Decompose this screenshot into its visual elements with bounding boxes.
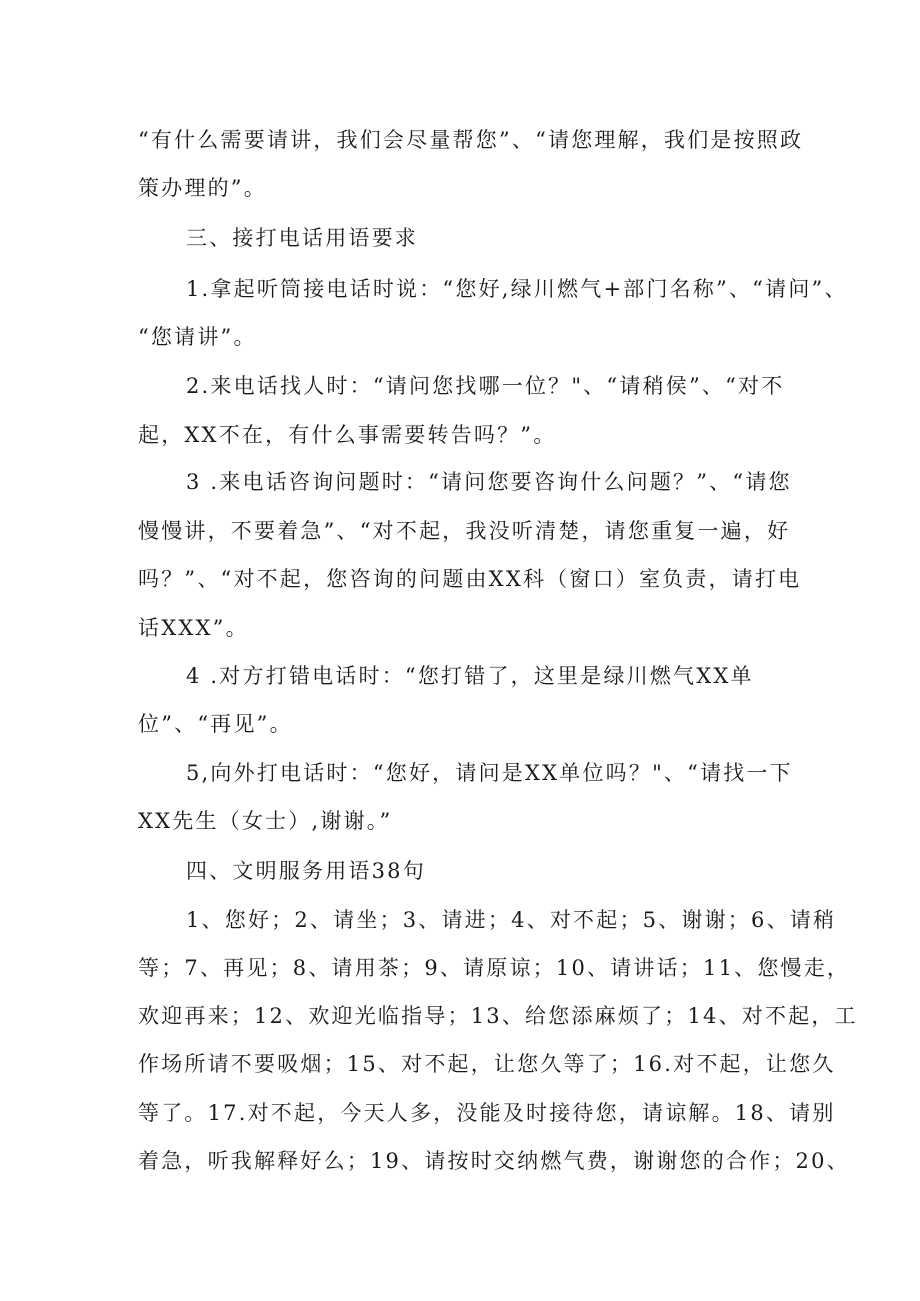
text-line-5: “您请讲”。 <box>138 325 257 349</box>
text-line-9: 慢慢讲，不要着急”、“对不起，我没听清楚，请您重复一遍，好 <box>138 519 791 543</box>
text-line-20: 作场所请不要吸烟；15、对不起，让您久等了；16.对不起，让您久 <box>138 1052 836 1076</box>
text-line-21: 等了。17.对不起，今天人多，没能及时接待您，请谅解。18、请别 <box>138 1101 836 1125</box>
text-line-11: 话XXX”。 <box>138 616 249 640</box>
text-line-17: 1、您好；2、请坐；3、请进；4、对不起；5、谢谢；6、请稍 <box>186 908 837 932</box>
text-line-19: 欢迎再来；12、欢迎光临指导；13、给您添麻烦了；14、对不起，工 <box>138 1004 858 1028</box>
text-line-12: 4 .对方打错电话时：“您打错了，这里是绿川燃气XX单 <box>186 664 754 688</box>
text-line-7: 起，XX不在，有什么事需要转告吗？”。 <box>138 423 557 447</box>
text-line-2: 策办理的”。 <box>138 176 267 200</box>
text-line-8: 3 .来电话咨询问题时：“请问您要咨询什么问题？”、“请您 <box>186 470 792 494</box>
text-line-14: 5,向外打电话时：“您好，请问是XX单位吗？"、“请找一下 <box>186 761 793 785</box>
section-heading-3: 三、接打电话用语要求 <box>186 226 418 250</box>
text-line-1: “有什么需要请讲，我们会尽量帮您”、“请您理解，我们是按照政 <box>138 128 804 152</box>
text-line-22: 着急，听我解释好么；19、请按时交纳燃气费，谢谢您的合作；20、 <box>138 1149 850 1173</box>
text-line-4: 1.拿起听筒接电话时说：“您好,绿川燃气+部门名称”、“请问”、 <box>186 277 848 301</box>
text-line-6: 2.来电话找人时：“请问您找哪一位？"、“请稍侯”、“对不 <box>186 374 785 398</box>
section-heading-4: 四、文明服务用语38句 <box>186 859 426 883</box>
text-line-13: 位”、“再见”。 <box>138 712 293 736</box>
text-line-15: XX先生（女士）,谢谢。” <box>138 809 393 833</box>
text-line-18: 等；7、再见；8、请用茶；9、请原谅；10、请讲话；11、您慢走， <box>138 956 851 980</box>
text-line-10: 吗？”、“对不起，您咨询的问题由XX科（窗口）室负责，请打电 <box>138 567 802 591</box>
